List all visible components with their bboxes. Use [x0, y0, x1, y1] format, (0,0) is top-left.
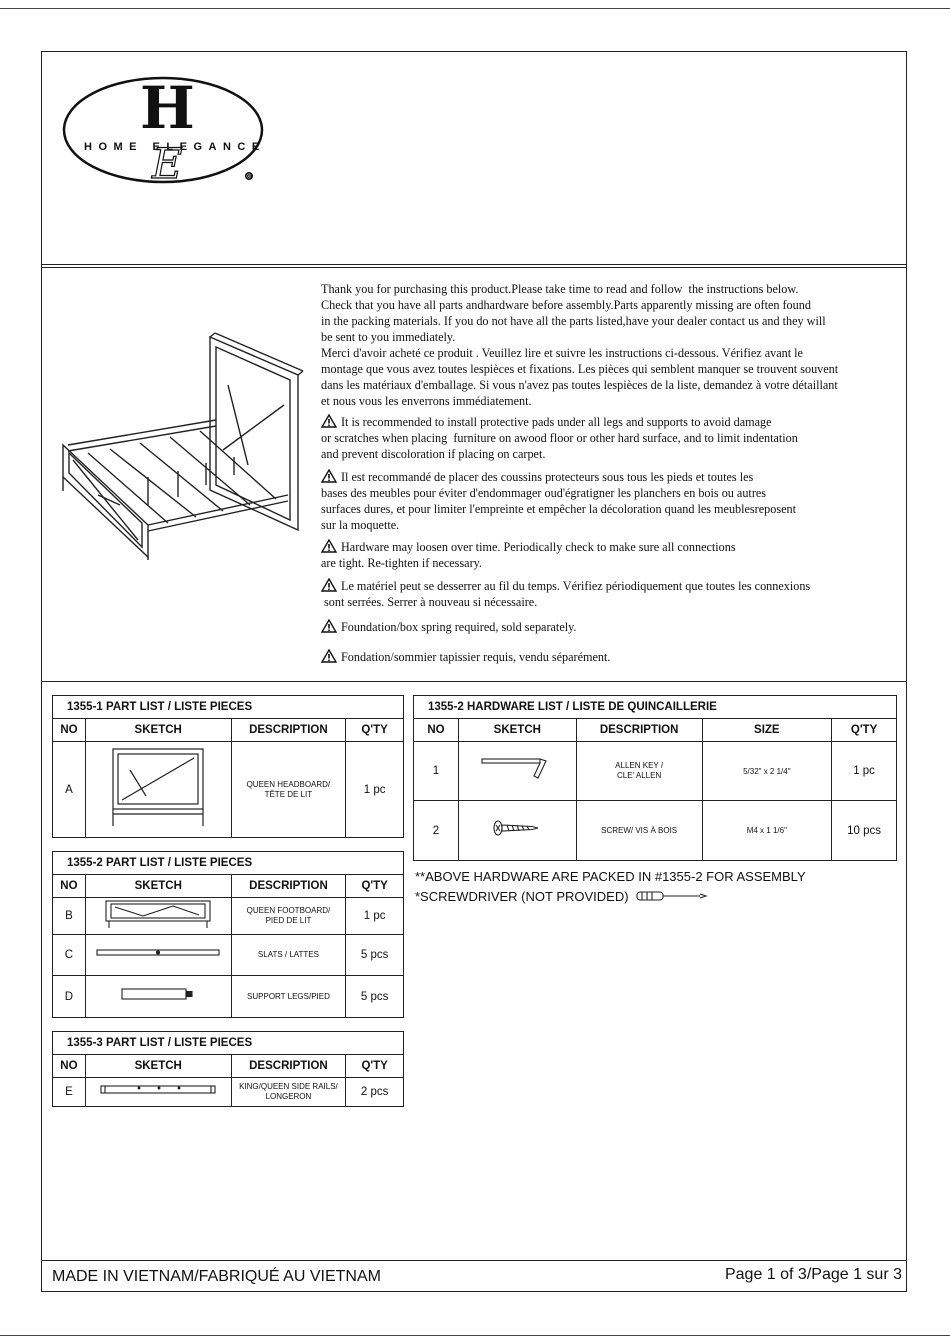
- hardware-qty: 10 pcs: [832, 801, 897, 861]
- warning-line: bases des meubles pour éviter d'endommager oud'égratigner les planchers en bois ou autres: [321, 486, 767, 500]
- table-row: [414, 801, 897, 861]
- table-title: 1355-3 PART LIST / LISTE PIECES: [53, 1032, 404, 1055]
- part-description: SUPPORT LEGS/PIED: [231, 976, 346, 1018]
- col-header-description: DESCRIPTION: [576, 719, 702, 742]
- part-qty: 2 pcs: [346, 1078, 404, 1107]
- instructions: [321, 281, 906, 665]
- warning-line: Fondation/sommier tapissier requis, vendu séparément.: [321, 649, 906, 665]
- part-description: SLATS / LATTES: [231, 935, 346, 976]
- intro-line: be sent to you immediately.: [321, 330, 456, 344]
- warning-icon: [321, 619, 337, 633]
- intro-line: Thank you for purchasing this product.Please take time to read and follow the instructions below.: [321, 282, 799, 296]
- logo-wordmark: HOME ELEGANCE: [84, 141, 266, 153]
- table-title: 1355-1 PART LIST / LISTE PIECES: [53, 696, 404, 719]
- hardware-packed-note: **ABOVE HARDWARE ARE PACKED IN #1355-2 FOR ASSEMBLY: [415, 869, 806, 884]
- origin-label: MADE IN VIETNAM/FABRIQUÉ AU VIETNAM: [52, 1268, 381, 1285]
- hardware-qty: 1 pc: [832, 742, 897, 801]
- warning-line: or scratches when placing furniture on awood floor or other hard surface, and to limit indentation: [321, 431, 798, 445]
- warning-icon: [321, 539, 337, 553]
- warning-line: sont serrées. Serrer à nouveau si nécessaire.: [321, 595, 538, 609]
- table-row: [53, 742, 404, 838]
- part-no: A: [53, 742, 86, 838]
- sketch-slat: [85, 935, 231, 976]
- table-row: [53, 976, 404, 1018]
- intro-line: Merci d'avoir acheté ce produit . Veuillez lire et suivre les instructions ci-dessous. Vérifiez avant le: [321, 346, 803, 360]
- col-header-sketch: SKETCH: [85, 719, 231, 742]
- warning-line: Il est recommandé de placer des coussins protecteurs sous tous les pieds et toutes les: [321, 469, 906, 485]
- warning-icon: [321, 469, 337, 483]
- part-description: QUEEN HEADBOARD/ TÊTE DE LIT: [231, 742, 346, 838]
- part-description: QUEEN FOOTBOARD/ PIED DE LIT: [231, 898, 346, 935]
- warning-line: It is recommended to install protective pads under all legs and supports to avoid damage: [321, 414, 906, 430]
- page-number: Page 1 of 3/Page 1 sur 3: [724, 1266, 902, 1283]
- table-row: [53, 935, 404, 976]
- col-header-size: SIZE: [702, 719, 832, 742]
- warning-line: are tight. Re-tighten if necessary.: [321, 556, 482, 570]
- part-list-1355-3: [52, 1031, 404, 1107]
- sketch-support-leg: [85, 976, 231, 1018]
- col-header-no: NO: [53, 1055, 86, 1078]
- col-header-sketch: SKETCH: [85, 875, 231, 898]
- hardware-no: 2: [414, 801, 459, 861]
- col-header-no: NO: [53, 719, 86, 742]
- col-header-description: DESCRIPTION: [231, 1055, 346, 1078]
- table-row: [53, 898, 404, 935]
- hardware-no: 1: [414, 742, 459, 801]
- intro-line: in the packing materials. If you do not have all the parts listed,have your dealer contact us and they will: [321, 314, 826, 328]
- col-header-qty: Q'TY: [346, 875, 404, 898]
- bottom-rule: [0, 1335, 950, 1336]
- part-qty: 5 pcs: [346, 935, 404, 976]
- sketch-footboard: [85, 898, 231, 935]
- warning-line: sur la moquette.: [321, 518, 400, 532]
- screwdriver-note: *SCREWDRIVER (NOT PROVIDED): [415, 889, 708, 904]
- warning-line: Hardware may loosen over time. Periodically check to make sure all connections: [321, 539, 906, 555]
- screwdriver-icon: [636, 889, 708, 903]
- col-header-sketch: SKETCH: [85, 1055, 231, 1078]
- intro-line: montage que vous avez toutes lespièces et fixations. Les pièces qui semblent manquer se trouvent souvent: [321, 362, 839, 376]
- table-title: 1355-2 PART LIST / LISTE PIECES: [53, 852, 404, 875]
- sketch-side-rail: [85, 1078, 231, 1107]
- warning-line: Le matériel peut se desserrer au fil du temps. Vérifiez périodiquement que toutes les connexions: [321, 578, 906, 594]
- footer-separator: [41, 1260, 907, 1261]
- col-header-description: DESCRIPTION: [231, 875, 346, 898]
- table-row: [53, 1078, 404, 1107]
- hardware-size: M4 x 1 1/6": [702, 801, 832, 861]
- bed-illustration: [58, 325, 308, 560]
- hardware-size: 5/32" x 2 1/4": [702, 742, 832, 801]
- table-title: 1355-2 HARDWARE LIST / LISTE DE QUINCAILLERIE: [414, 696, 897, 719]
- intro-line: dans les matériaux d'emballage. Si vous n'avez pas toutes lespièces de la liste, demandez à votre détaillant: [321, 378, 838, 392]
- col-header-no: NO: [414, 719, 459, 742]
- warning-line: surfaces dures, et pour limiter l'empreinte et empêcher la décoloration quand les meublesreposent: [321, 502, 796, 516]
- header-separator: [41, 264, 907, 268]
- allen-key-icon: [458, 742, 576, 801]
- part-no: D: [53, 976, 86, 1018]
- warning-icon: [321, 649, 337, 663]
- col-header-qty: Q'TY: [346, 1055, 404, 1078]
- warning-icon: [321, 578, 337, 592]
- part-list-1355-2: [52, 851, 404, 1018]
- hardware-description: ALLEN KEY / CLE' ALLEN: [576, 742, 702, 801]
- warning-icon: [321, 414, 337, 428]
- home-elegance-logo: [62, 70, 267, 190]
- col-header-description: DESCRIPTION: [231, 719, 346, 742]
- intro-separator: [41, 681, 907, 682]
- part-no: B: [53, 898, 86, 935]
- col-header-qty: Q'TY: [346, 719, 404, 742]
- registered-mark: ®: [246, 174, 251, 181]
- part-list-1355-1: [52, 695, 404, 838]
- top-rule: [0, 8, 950, 9]
- part-no: E: [53, 1078, 86, 1107]
- warning-line: and prevent discoloration if placing on carpet.: [321, 447, 546, 461]
- screw-icon: [458, 801, 576, 861]
- warning-line: Foundation/box spring required, sold separately.: [321, 619, 906, 635]
- col-header-sketch: SKETCH: [458, 719, 576, 742]
- part-no: C: [53, 935, 86, 976]
- logo-mark: H: [140, 74, 195, 142]
- table-row: [414, 742, 897, 801]
- part-qty: 1 pc: [346, 742, 404, 838]
- intro-line: et nous vous les enverrons immédiatement.: [321, 394, 532, 408]
- col-header-no: NO: [53, 875, 86, 898]
- part-description: KING/QUEEN SIDE RAILS/ LONGERON: [231, 1078, 346, 1107]
- col-header-qty: Q'TY: [832, 719, 897, 742]
- part-qty: 1 pc: [346, 898, 404, 935]
- svg-text:E: E: [152, 139, 183, 188]
- part-qty: 5 pcs: [346, 976, 404, 1018]
- intro-line: Check that you have all parts andhardware before assembly.Parts apparently missing are often found: [321, 298, 811, 312]
- sketch-headboard: [85, 742, 231, 838]
- hardware-description: SCREW/ VIS À BOIS: [576, 801, 702, 861]
- hardware-list: [413, 695, 897, 861]
